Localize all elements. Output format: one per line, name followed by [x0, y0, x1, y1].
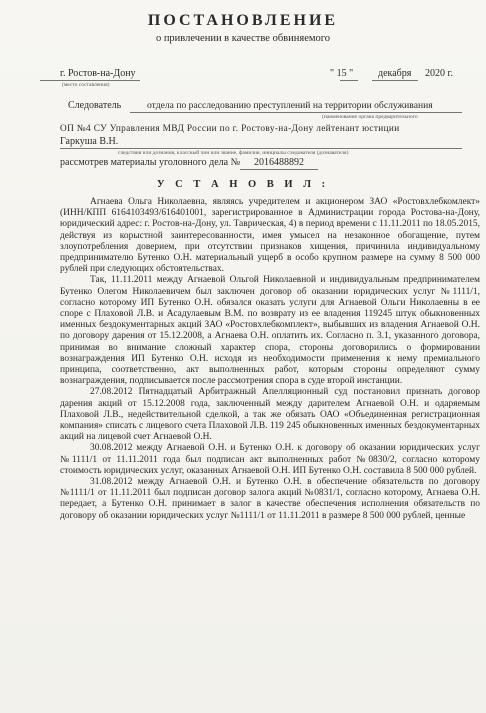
place-city: г. Ростов-на-Дону: [60, 68, 136, 79]
investigator-org: отдела по расследованию преступлений на территории обслуживания: [147, 100, 433, 111]
paragraph-2: Так, 11.11.2011 между Агнаевой Ольгой Николаевной и индивидуальным предпринимателем Бутенко Олегом Николаевичем был заключен договор об оказании юридических услуг №1111/1, согласно которому ИП Бутенко О.Н. обязался оказать услуги для Агнаевой Ольги Николаевны в ее споре с Плаховой Л.В. и Асадулаевым В.М. по возврату из ее владения 119245 штук обыкновенных именных бездокументарных акций ЗАО «Ростовхлебкомплект», выбывших из владения Агнаевой О.Н. по договору дарения от 15.12.2008, а Агнаева О.Н. оплатить их. Согласно п. 3.1, указанного договора, принимая во внимание сложный характер спора, стороны договорились о формировании вознаграждения ИП Бутенко О.Н. исходя из необходимости применения к нему премиального принципа, соответственно, акт выполненных работ, которым стороны определяют сумму вознаграждения, подписывается после рассмотрения спора в суде второй инстанции.: [60, 275, 480, 387]
paragraph-3: 27.08.2012 Пятнадцатый Арбитражный Апелляционный суд постановил признать договор дарения акций от 15.12.2008 года, заключенный между дарителем Агнаевой О.Н. и одаряемым Плаховой Л.В., недействительной сделкой, а так же обязать ОАО «Объединенная регистрационная компания» списать с лицевого счета Плаховой Л.В. 119 245 обыкновенных именных бездокументарных акций на лицевой счет Агнаевой О.Н.: [60, 387, 480, 443]
section-heading: У С Т А Н О В И Л :: [156, 179, 330, 190]
paragraph-4: 30.08.2012 между Агнаевой О.Н. и Бутенко О.Н. к договору об оказании юридических услуг №1111/1 от 11.11.2011 года был подписан акт выполненных работ №0830/2, согласно которому стоимость юридических услуг, оказанных Агнаевой О.Н. ИП Бутенко О.Н. составила 8 500 000 рублей.: [60, 443, 480, 476]
document-subtitle: о привлечении в качестве обвиняемого: [155, 33, 331, 44]
month-underline: [372, 80, 418, 81]
document-title: ПОСТАНОВЛЕНИЕ: [147, 12, 339, 29]
investigator-name: Гаркуша В.Н.: [60, 136, 119, 147]
paragraph-1: Агнаева Ольга Николаевна, являясь учредителем и акционером ЗАО «Ростовхлебкомлект» (ИНН/КПП 6164103493/616401001, зарегистрированное в Администрации города Ростова-на-Дону, юридический адрес: г. Ростов-на-Дону, ул. Таврическая, 4) в период времени с 11.11.2011 по 18.05.2015, действуя из корыстной заинтересованности, имея умысел на незаконное обогащение, путем злоупотребления доверием, при отсутствии признаков хищения, причинила индивидуальному предпринимателю Бутенко О.Н. материальный ущерб в особо крупном размере на сумму 8 500 000 рублей при следующих обстоятельствах.: [60, 197, 480, 275]
case-text: рассмотрев материалы уголовного дела №: [60, 157, 241, 168]
org-caption: (наименование органа предварительного: [322, 114, 418, 120]
case-underline: [240, 169, 318, 170]
date-month: декабря: [378, 68, 412, 79]
place-caption: (место составления): [62, 82, 110, 88]
paragraph-5: 31.08.2012 между Агнаевой О.Н. и Бутенко О.Н. в обеспечение обязательств по договору №1111/1 от 11.11.2011 был подписан договор залога акций №0831/1, согласно которому, Агнаева О.Н. передает, а Бутенко О.Н. принимает в залог в качестве обеспечения исполнения обязательств по договору об оказании юридических услуг №1111/1 от 11.11.2011 в размере 8 500 000 рублей, ценные: [60, 477, 480, 521]
investigator-label: Следователь: [68, 100, 122, 111]
investigator-dept: ОП №4 СУ Управления МВД России по г. Ростову-на-Дону лейтенант юстиции: [60, 124, 400, 134]
name-underline: [60, 148, 462, 149]
date-day: " 15 ": [330, 68, 354, 79]
document-body: [60, 197, 480, 522]
date-year: 2020 г.: [425, 68, 453, 79]
day-underline: [340, 80, 358, 81]
org-underline: [130, 112, 462, 113]
investigator-caption: следствия или дознания, классный чин или звание, фамилия, инициалы следователя (дознавателя): [118, 150, 349, 156]
place-underline: [40, 80, 140, 81]
case-number: 2016488892: [254, 157, 304, 168]
